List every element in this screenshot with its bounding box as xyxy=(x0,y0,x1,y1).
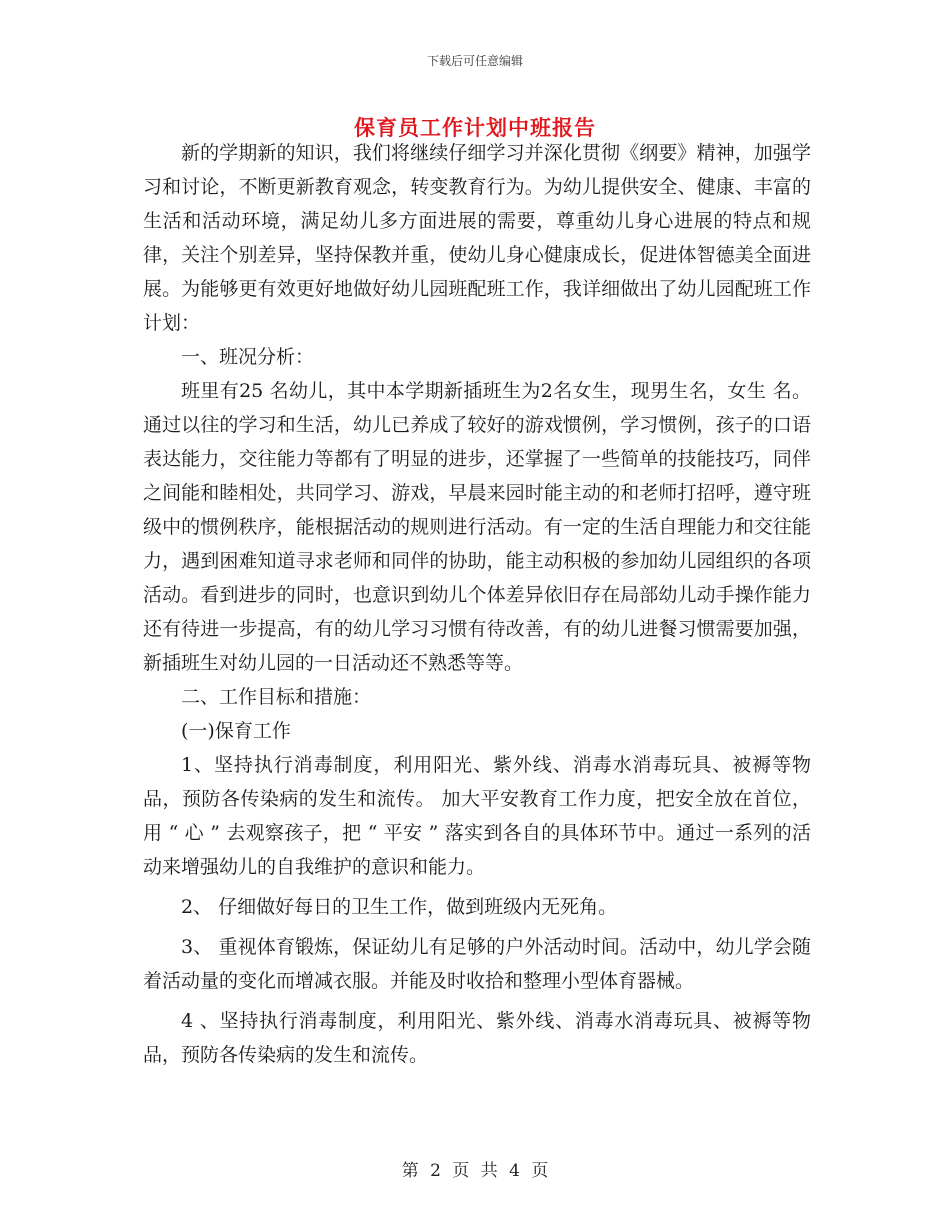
footer-current-page: 2 xyxy=(430,1161,441,1181)
footer-total-pages: 4 xyxy=(509,1161,520,1181)
document-title: 保育员工作计划中班报告 xyxy=(354,116,596,140)
footer-label-ye2: 页 xyxy=(531,1161,549,1181)
class-analysis-paragraph: 班里有25 名幼儿，其中本学期新插班生为2名女生，现男生名，女生 名。通过以往的学习和生活，幼儿已养成了较好的游戏惯例，学习惯例，孩子的口语表达能力，交往能力等都有了明显的进步，还掌握了一些简单的技能技巧，同伴之间能和睦相处，共同学习、游戏，早晨来园时能主动的和老师打招呼，遵守班级中的惯例秩序，能根据活动的规则进行活动。有一定的生活自理能力和交往能力，遇到困难知道寻求老师和同伴的协助，能主动积极的参加幼儿园组织的各项活动。看到进步的同时，也意识到幼儿个体差异依旧存在局部幼儿动手操作能力还有待进一步提高，有的幼儿学习习惯有待改善，有的幼儿进餐习惯需要加强，新插班生对幼儿园的一日活动还不熟悉等等。 xyxy=(143,380,811,674)
footer-label-ye: 页 xyxy=(452,1161,470,1181)
intro-paragraph: 新的学期新的知识，我们将继续仔细学习并深化贯彻《纲要》精神，加强学习和讨论，不断更新教育观念，转变教育行为。为幼儿提供安全、健康、丰富的生活和活动环境，满足幼儿多方面进展的需要，尊重幼儿身心进展的特点和规律，关注个别差异，坚持保教并重，使幼儿身心健康成长，促进体智德美全面进展。为能够更有效更好地做好幼儿园班配班工作，我详细做出了幼儿园配班工作计划： xyxy=(143,142,811,334)
care-item-3: 3、 重视体育锻炼，保证幼儿有足够的户外活动时间。活动中，幼儿学会随着活动量的变化而增减衣服。并能及时收拾和整理小型体育器械。 xyxy=(143,936,811,992)
page-footer xyxy=(0,1156,950,1181)
care-item-2: 2、 仔细做好每日的卫生工作，做到班级内无死角。 xyxy=(181,896,618,918)
care-item-1: 1、坚持执行消毒制度，利用阳光、紫外线、消毒水消毒玩具、被褥等物品，预防各传染病的发生和流传。 加大平安教育工作力度，把安全放在首位，用 “ 心 ” 去观察孩子，把 “ 平安 ” 落实到各自的具体环节中。通过一系列的活动来增强幼儿的自我维护的意识和能力。 xyxy=(143,754,811,878)
page-header: 下载后可任意编辑 xyxy=(426,54,523,68)
care-item-4: 4 、坚持执行消毒制度，利用阳光、紫外线、消毒水消毒玩具、被褥等物品，预防各传染病的发生和流传。 xyxy=(143,1010,811,1066)
subsection-heading-care-work: (一)保育工作 xyxy=(181,720,291,742)
footer-label-page: 第 xyxy=(401,1161,419,1181)
section-heading-goals: 二、工作目标和措施： xyxy=(181,686,372,708)
document-body xyxy=(143,136,811,1072)
footer-label-total: 共 xyxy=(480,1161,498,1181)
section-heading-class-analysis: 一、班况分析： xyxy=(181,346,315,368)
